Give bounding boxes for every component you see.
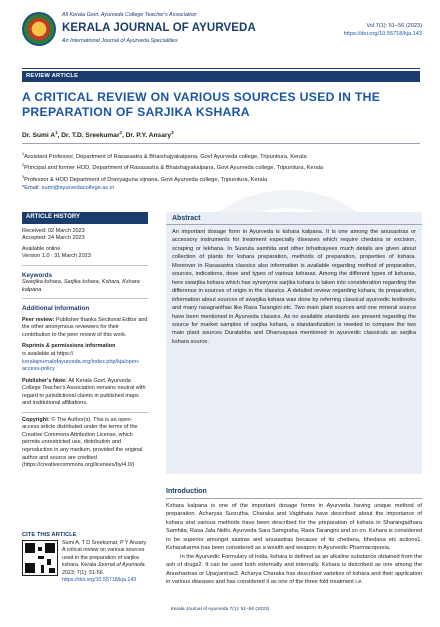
author-list: Dr. Sumi $A^1$, Dr. T.D. Sreekumar$^2$, Dr. P.Y. Ansary$^3$ <box>22 130 174 140</box>
journal-header <box>22 10 422 64</box>
email-link[interactable]: sumi@ayurvedacollege.ac.in <box>41 185 115 192</box>
copyright-label: Copyright: <box>22 416 50 423</box>
qr-code-icon[interactable] <box>22 540 58 576</box>
citation-main: Sumi A, T D Sreekumar, P Y Ansary. A critical review on various sources used in the preparation of sarjika kshara. <box>62 540 148 569</box>
volume-number: Vol 7(1): 51–56 (2023) <box>366 23 422 29</box>
reprints-link[interactable]: keralajournalofayurveda.org/index.php/kja/open-access-policy <box>22 358 140 373</box>
association-name: All Kerala Govt. Ayurveda College Teacher's Association <box>62 12 197 18</box>
journal-subtitle: An International Journal of Ayurveda Specialities <box>62 38 178 44</box>
authors-divider <box>22 143 420 144</box>
citation-text <box>62 540 150 584</box>
cite-heading: CITE THIS ARTICLE <box>22 532 77 538</box>
reprints-note <box>22 343 148 373</box>
author-name: Dr. Sumi A <box>22 132 56 140</box>
received-date: Received: 02 March 2023 <box>22 227 85 234</box>
introduction-paragraph: Kshara kalpana is one of the important dosage forms in Ayurveda having unique method of preparation. Acharyas Susrutha, Charaka and Vagbhata have described about the importance of kshara and various methods have been described for the preparation of kshara in Sharangadhara Samhita, Rasa Jala Nidhi, Ayurveda Sara Samgraha, Rasa Tarangini and so on. Kshara is considered to be superior amongst sastras and anusastras because of its chedana, bhedana etc actions1. Ksharakarma has been considered as a wealth and weapon in Ayurvedic Pharmacopoeia. <box>166 503 422 552</box>
affiliations <box>22 150 422 193</box>
version-info: Version 1.0 : 31 March 2023 <box>22 253 91 260</box>
page-footer: Kerala Journal of Ayurveda 7(1): 51–56 (2023) <box>170 607 270 612</box>
available-online: Available online <box>22 245 61 252</box>
affiliation-text: Principal and former HOD, Department of Rasasastra & Bhaishajyakalpana, Govt Ayurveda college, Tripunitura, Kerala <box>24 165 324 172</box>
introduction-divider <box>166 498 422 499</box>
copyright-note <box>22 417 148 470</box>
additional-info-heading: Additional information <box>22 304 90 312</box>
author-affil-mark: 1 <box>55 130 58 135</box>
introduction-heading: Introduction <box>166 488 207 495</box>
header-divider <box>22 68 420 69</box>
author-name: Dr. T.D. Sreekumar <box>61 132 120 140</box>
sidebar-divider <box>22 265 148 266</box>
introduction-paragraph: In the Ayurvedic Formulary of India, kshara is defined as an alkaline substance obtained from the ash of drugs2. It can be used both externally and internally. Kshara is described as one among the Anushastras or Upayantras3. Acharya Charaka has described varieties of kshara and their application in various diseases and has considered it as one of the three fold treatment i.e. <box>166 553 422 586</box>
article-type-bar <box>22 71 420 82</box>
peer-review-note <box>22 317 148 340</box>
article-history-heading: ARTICLE HISTORY <box>22 212 148 224</box>
author-affil-mark: 2 <box>119 130 122 135</box>
doi-link[interactable]: https://doi.org/10.55718/kja.143 <box>343 31 422 37</box>
email-label: *Email: <box>22 185 41 192</box>
peer-review-text: Publisher thanks Sectional Editor and the other anonymous reviewers for their contribution to the peer review of this work. <box>22 316 148 338</box>
article-title: A CRITICAL REVIEW ON VARIOUS SOURCES USED IN THE PREPARATION OF SARJIKA KSHARA <box>22 90 381 119</box>
keywords-heading: Keywords <box>22 271 53 279</box>
sidebar-divider <box>22 412 148 413</box>
citation-journal: Kerala Journal of Ayurveda. <box>80 562 146 569</box>
affiliation-mark: 2 <box>22 163 25 168</box>
journal-logo <box>22 12 56 46</box>
accepted-date: Accepted: 24 March 2023 <box>22 235 85 242</box>
copyright-text: © The Author(s). This is an open-access article distributed under the terms of the Creative Commons Attribution License, which permits unrestricted use, distribution and reproduction in any medium, provided the original author and source are credited (https://creativecommons.org/licenses/by/4.0/) <box>22 416 143 469</box>
article-history <box>22 228 148 261</box>
affiliation-mark: 1 <box>22 152 25 156</box>
reprints-label: Reprints & permissions information <box>22 343 116 350</box>
volume-info <box>344 22 422 38</box>
citation-volume: 2023; 7(1): 51-56. <box>62 569 105 576</box>
sidebar-divider <box>22 298 148 299</box>
affiliation-item <box>22 161 422 172</box>
abstract-box <box>166 212 422 474</box>
journal-title: KERALA JOURNAL OF AYURVEDA <box>62 22 256 34</box>
article-sidebar <box>22 212 148 470</box>
affiliation-item <box>22 173 422 184</box>
article-type: REVIEW ARTICLE <box>26 73 79 79</box>
corresponding-email <box>22 184 422 193</box>
publisher-note-text: All Kerala Govt. Ayurveda College Teacher's Association remains neutral with regard to jurisdictional claims in published maps and institutional affiliations. <box>22 377 146 407</box>
affiliation-mark: 3 <box>22 174 25 179</box>
citation-doi-link[interactable]: https://doi.org/10.55718/kja.143 <box>62 577 137 584</box>
author-name: Dr. P.Y. Ansary <box>125 132 172 140</box>
author-affil-mark: 3 <box>171 130 174 135</box>
abstract-text: An important dosage form in Ayurveda is kshara kalpana. It is one among the anusastras or accessory instruments for treatment especially diseases which require chedana or excision, scraping or lekhana. In Susruta samhita and other brhattrayees much details are given about collection of plants for kshara preparation, methods of preparation, properties of kshara. Moreover in Rasasastra classics also information is available regarding method of preparation, sources, indications, dose and types of various ksharas. Among the different types of ksharas, here swarjika kshara which has synonyms sarjika kshara is taken into consideration regarding the difference in sources of origin in the classics. A detailed review regarding kshara, its preparation, information about sources of swarjika kshara was done by referring classical ayurvedic textbooks and many rasagranthas like Rasa Tarangini etc. Two main plant sources and one mineral source have been mentioned in Ayurveda classics. As no available standards are present regarding the source for market samples of sarjika kshara, a standardization is needed to compare the two main plant sources Duralabha and Dhanvayasa mentioned in ayurvedic classicals as sarjika kshara source. <box>172 229 416 345</box>
peer-review-label: Peer review: <box>22 316 55 323</box>
affiliation-item <box>22 150 422 161</box>
reprints-text: is available at https:// <box>22 350 74 357</box>
affiliation-text: Professor & HOD Department of Dravyaguna vijnana, Govt Ayurveda college, Tripunitura, Kerala <box>24 176 268 183</box>
abstract-heading: Abstract <box>166 212 422 225</box>
introduction-body <box>166 502 422 587</box>
publisher-note <box>22 378 148 408</box>
affiliation-text: Assistant Professor, Department of Rasasastra & Bhaishajyakalpana, Govt Ayurveda college, Tripunitura, Kerala <box>24 153 307 160</box>
publisher-note-label: Publisher's Note: <box>22 377 68 384</box>
keywords-text: Swarjika kshara, Sarjika kshara, Kshara, Kshara kalpana <box>22 279 140 293</box>
